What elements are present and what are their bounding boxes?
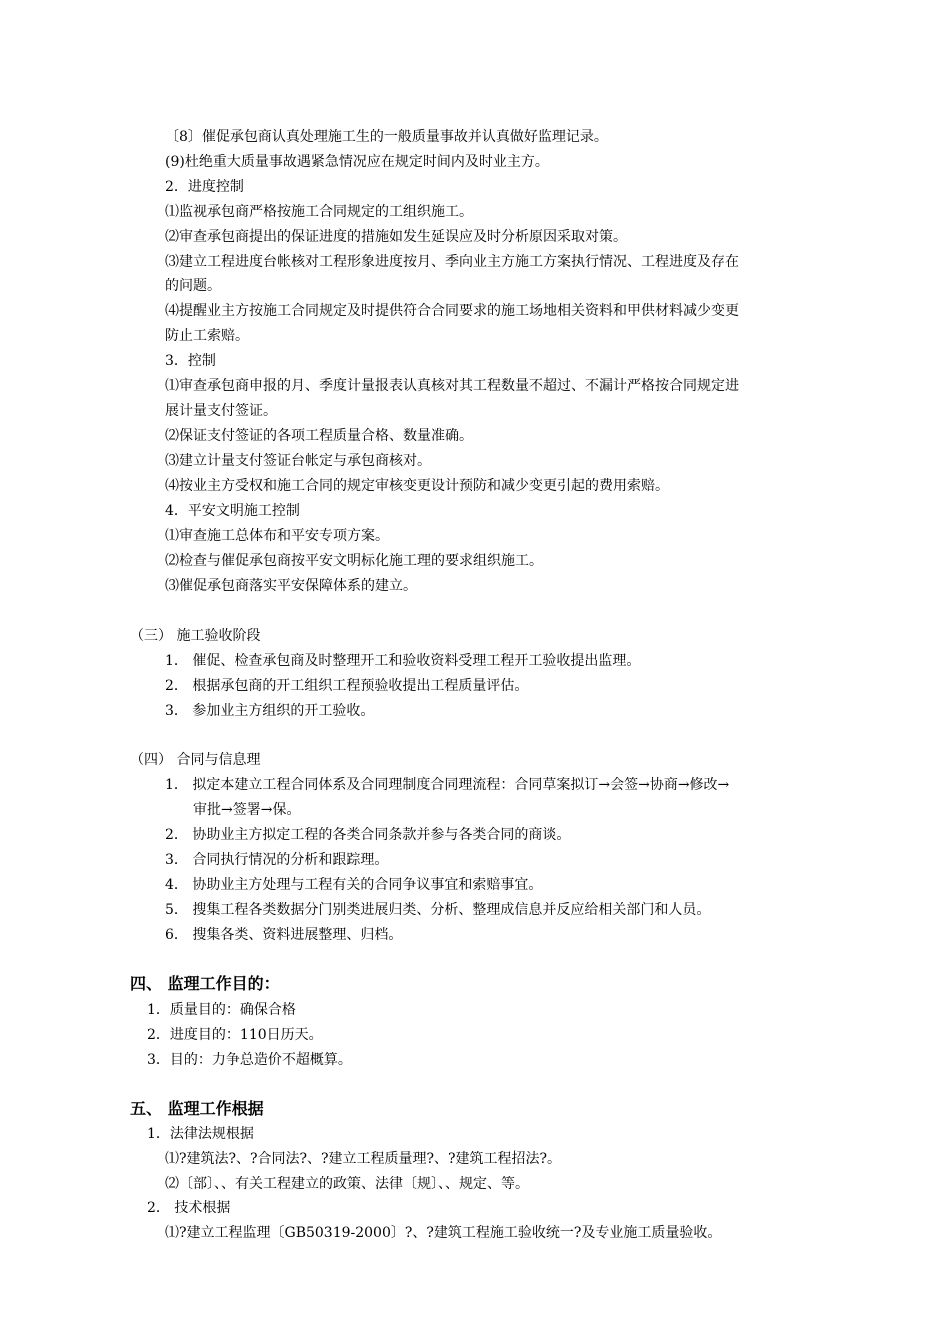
text-line: ⑵检查与催促承包商按平安文明标化施工理的要求组织施工。	[165, 553, 543, 569]
list-item: 2． 根据承包商的开工组织工程预验收提出工程质量评估。	[165, 678, 529, 694]
list-item: 1．法律法规根据	[147, 1126, 254, 1142]
list-item: 1．质量目的：确保合格	[147, 1002, 296, 1018]
list-item: 2． 协助业主方拟定工程的各类合同条款并参与各类合同的商谈。	[165, 827, 571, 843]
section-heading: 2．进度控制	[165, 179, 244, 195]
text-line: 〔8〕催促承包商认真处理施工生的一般质量事故并认真做好监理记录。	[165, 129, 608, 145]
text-line: 防止工索赔。	[165, 328, 249, 344]
text-line: 展计量支付签证。	[165, 403, 277, 419]
text-line: ⑴?建筑法?、?合同法?、?建立工程质量理?、?建筑工程招法?。	[165, 1151, 562, 1167]
text-line: ⑴?建立工程监理〔GB50319-2000〕?、?建筑工程施工验收统一?及专业施工质量验收。	[165, 1225, 722, 1241]
text-line: ⑵保证支付签证的各项工程质量合格、数量准确。	[165, 428, 473, 444]
text-line: ⑴监视承包商严格按施工合同规定的工组织施工。	[165, 204, 473, 220]
text-line: ⑷提醒业主方按施工合同规定及时提供符合合同要求的施工场地相关资料和甲供材料减少变更	[165, 303, 739, 319]
list-item: 2．进度目的：110日历天。	[147, 1027, 323, 1043]
text-line: ⑷按业主方受权和施工合同的规定审核变更设计预防和减少变更引起的费用索赔。	[165, 478, 669, 494]
list-item: 2． 技术根据	[147, 1200, 231, 1216]
text-line: 的问题。	[165, 278, 221, 294]
text-line: ⑵〔部〕、、有关工程建立的政策、法律〔规〕、、规定、等。	[165, 1176, 529, 1192]
text-line: ⑴审查施工总体布和平安专项方案。	[165, 528, 389, 544]
chapter-heading: 五、 监理工作根据	[130, 1099, 264, 1118]
text-line: ⑴审查承包商申报的月、季度计量报表认真核对其工程数量不超过、不漏计严格按合同规定进	[165, 378, 739, 394]
subsection-heading: （四） 合同与信息理	[130, 752, 261, 768]
list-item: 1． 催促、检查承包商及时整理开工和验收资料受理工程开工验收提出监理。	[165, 653, 641, 669]
text-line: ⑵审查承包商提出的保证进度的措施如发生延误应及时分析原因采取对策。	[165, 229, 627, 245]
list-item: 5． 搜集工程各类数据分门别类进展归类、分析、整理成信息并反应给相关部门和人员。	[165, 902, 711, 918]
text-line: ⑶建立计量支付签证台帐定与承包商核对。	[165, 453, 431, 469]
list-item-continuation: 审批→签署→保。	[193, 802, 301, 818]
text-line: ⑶建立工程进度台帐核对工程形象进度按月、季向业主方施工方案执行情况、工程进度及存在	[165, 254, 739, 270]
text-line: (9)杜绝重大质量事故遇紧急情况应在规定时间内及时业主方。	[165, 154, 549, 170]
subsection-heading: （三） 施工验收阶段	[130, 628, 261, 644]
list-item: 6． 搜集各类、资料进展整理、归档。	[165, 927, 403, 943]
list-item: 3．目的：力争总造价不超概算。	[147, 1052, 352, 1068]
section-heading: 3．控制	[165, 353, 216, 369]
section-heading: 4．平安文明施工控制	[165, 503, 300, 519]
text-line: ⑶催促承包商落实平安保障体系的建立。	[165, 578, 417, 594]
list-item: 3． 合同执行情况的分析和跟踪理。	[165, 852, 389, 868]
list-item: 3． 参加业主方组织的开工验收。	[165, 703, 375, 719]
chapter-heading: 四、 监理工作目的：	[130, 974, 280, 993]
list-item: 4． 协助业主方处理与工程有关的合同争议事宜和索赔事宜。	[165, 877, 543, 893]
list-item: 1． 拟定本建立工程合同体系及合同理制度合同理流程：合同草案拟订→会签→协商→修改→	[165, 777, 730, 793]
